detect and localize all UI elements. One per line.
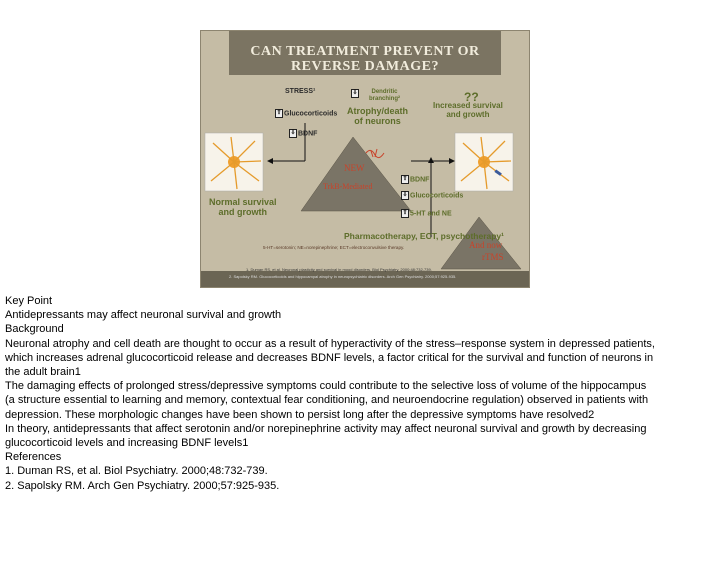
up-arrow-icon: ⇧ xyxy=(402,176,408,182)
references-heading: References xyxy=(5,451,62,464)
reference-item: 1. Duman RS, et al. Biol Psychiatry. 2000;48:732-739. xyxy=(5,465,268,478)
stress-label: STRESS¹ xyxy=(285,88,316,95)
left-arrowhead xyxy=(267,158,273,164)
slide-reference-2: 2. Sapolsky RM. Glucocorticoids and hippocampal atrophy in neuropsychiatric disorders. Arch Gen Psychiatry. 2000;57:925-935. xyxy=(229,274,457,279)
question-mark: ?? xyxy=(464,90,479,104)
right-arrowhead xyxy=(449,158,455,164)
key-point-heading: Key Point xyxy=(5,295,53,307)
up-arrow-icon: ⇧ xyxy=(276,110,282,116)
down-arrow-icon: ⇩ xyxy=(352,90,358,96)
up-arrow-icon: ⇧ xyxy=(402,210,408,216)
slide-title-line2: REVERSE DAMAGE? xyxy=(291,59,439,74)
increased-survival-label: Increased survival and growth xyxy=(433,101,503,119)
down-arrow-icon: ⇩ xyxy=(402,192,408,198)
background-line: which increases adrenal glucocorticoid release and decreases BDNF levels, a factor critical for the survival and function of neurons in xyxy=(5,351,654,364)
ht-ne-label: ⇧ 5-HT and NE xyxy=(402,210,452,218)
trkb-label: TrkB-Mediated xyxy=(323,182,373,191)
dendritic-text: Dendritic branching² xyxy=(369,89,400,102)
up-arrowhead xyxy=(428,157,434,163)
pharmacotherapy-label: Pharmacotherapy, ECT, psychotherapy¹ xyxy=(344,231,504,241)
background-heading: Background xyxy=(5,323,64,336)
slide-reference-1: 1. Duman RS, et al. Neuronal plasticity and survival in mood disorders. Biol Psychiatry. 2000;48:732-739. xyxy=(246,267,432,272)
bdnf-up-label: ⇧ BDNF xyxy=(402,176,430,184)
background-line: In theory, antidepressants that affect serotonin and/or norepinephrine activity may affect neuronal survival and growth by decreasing xyxy=(5,422,647,435)
normal-survival-label: Normal survival and growth xyxy=(209,197,277,217)
glucocorticoids-up-label: ⇧ Glucocorticoids xyxy=(276,110,338,118)
abbreviations: 5-HT=serotonin; NE=norepinephrine; ECT=electroconvulsive therapy. xyxy=(263,245,405,250)
reference-item: 2. Sapolsky RM. Arch Gen Psychiatry. 2000;57:925-935. xyxy=(5,479,280,492)
slide-image xyxy=(200,30,530,288)
dendritic-label xyxy=(351,89,360,98)
speaker-notes xyxy=(5,294,723,493)
bdnf-down-label: ⇩ BDNF xyxy=(290,130,318,138)
key-point-text: Antidepressants may affect neuronal survival and growth xyxy=(5,309,282,322)
glucocorticoids-down-label: ⇩ Glucocorticoids xyxy=(402,192,464,200)
rtms-label: rTMS xyxy=(482,252,504,262)
background-line: The damaging effects of prolonged stress/depressive symptoms could contribute to the selective loss of volume of the hippocampus xyxy=(5,380,647,393)
background-line: the adult brain1 xyxy=(5,366,81,379)
slide-title-line1: CAN TREATMENT PREVENT OR xyxy=(250,44,480,59)
atrophy-label: Atrophy/death of neurons xyxy=(347,106,409,126)
new-label: NEW xyxy=(344,163,365,173)
background-line: glucocorticoid levels and increasing BDNF levels1 xyxy=(5,437,249,450)
center-pyramid xyxy=(301,137,411,211)
damaged-neuron xyxy=(366,149,384,158)
background-line: (a structure essential to learning and memory, contextual fear conditioning, and neuroendocrine regulation) observed in patients with xyxy=(5,394,649,407)
and-now-label: And now xyxy=(469,240,503,250)
background-line: Neuronal atrophy and cell death are thought to occur as a result of hyperactivity of the stress–response system in depressed patients, xyxy=(5,337,655,350)
right-neuron-icon xyxy=(455,133,513,191)
down-arrow-icon: ⇩ xyxy=(290,130,296,136)
left-neuron-icon xyxy=(205,133,263,191)
background-line: depression. These morphologic changes have been shown to persist long after the depressive symptoms have resolved2 xyxy=(5,408,595,421)
